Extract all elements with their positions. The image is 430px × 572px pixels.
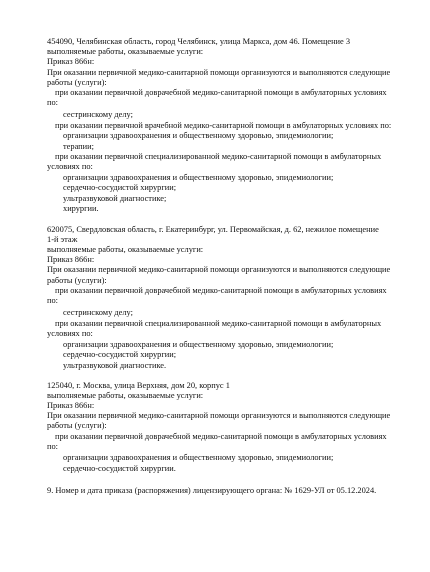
intro-text-cont: работы (услуги): (47, 421, 107, 430)
service-item: сердечно-сосудистой хирургии. (63, 464, 176, 473)
services-heading: выполняемые работы, оказываемые услуги: (47, 245, 204, 254)
care-category-cont: по: (47, 98, 58, 107)
address-line: 125040, г. Москва, улица Верхняя, дом 20, корпус 1 (47, 381, 230, 390)
care-category-cont: по: (47, 442, 58, 451)
care-category-cont: условиях по: (47, 329, 93, 338)
service-item: сестринскому делу; (63, 308, 133, 317)
service-item: организации здравоохранения и общественному здоровью, эпидемиологии; (63, 131, 334, 140)
address-line-cont: 1-й этаж (47, 235, 78, 244)
intro-text-cont: работы (услуги): (47, 276, 107, 285)
service-item: организации здравоохранения и общественному здоровью, эпидемиологии; (63, 173, 334, 182)
service-item: терапии; (63, 142, 94, 151)
care-category: при оказании первичной доврачебной медико-санитарной помощи в амбулаторных условиях (55, 286, 387, 295)
service-item: хирургии. (63, 204, 99, 213)
service-item: организации здравоохранения и общественному здоровью, эпидемиологии; (63, 453, 334, 462)
address-line: 454090, Челябинская область, город Челябинск, улица Маркса, дом 46. Помещение 3 (47, 37, 351, 46)
license-order-line: 9. Номер и дата приказа (распоряжения) лицензирующего органа: № 1629-УЛ от 05.12.2024. (47, 486, 377, 495)
order-reference: Приказ 866н: (47, 57, 95, 66)
service-item: ультразвуковой диагностике; (63, 194, 167, 203)
service-item: сердечно-сосудистой хирургии; (63, 350, 177, 359)
service-item: сестринскому делу; (63, 110, 133, 119)
address-line: 620075, Свердловская область, г. Екатеринбург, ул. Первомайская, д. 62, нежилое помещение (47, 225, 379, 234)
care-category-cont: условиях по: (47, 162, 93, 171)
service-item: организации здравоохранения и общественному здоровью, эпидемиологии; (63, 340, 334, 349)
service-item: сердечно-сосудистой хирургии; (63, 183, 177, 192)
care-category: при оказании первичной специализированной медико-санитарной помощи в амбулаторных (55, 152, 382, 161)
care-category: при оказании первичной доврачебной медико-санитарной помощи в амбулаторных условиях (55, 432, 387, 441)
services-heading: выполняемые работы, оказываемые услуги: (47, 47, 204, 56)
order-reference: Приказ 866н: (47, 255, 95, 264)
intro-text: При оказании первичной медико-санитарной помощи организуются и выполняются следующие (47, 265, 391, 274)
intro-text-cont: работы (услуги): (47, 78, 107, 87)
care-category: при оказании первичной специализированной медико-санитарной помощи в амбулаторных (55, 319, 382, 328)
care-category: при оказании первичной врачебной медико-санитарной помощи в амбулаторных условиях по: (55, 121, 392, 130)
services-heading: выполняемые работы, оказываемые услуги: (47, 391, 204, 400)
intro-text: При оказании первичной медико-санитарной помощи организуются и выполняются следующие (47, 411, 391, 420)
order-reference: Приказ 866н: (47, 401, 95, 410)
care-category: при оказании первичной доврачебной медико-санитарной помощи в амбулаторных условиях (55, 88, 387, 97)
intro-text: При оказании первичной медико-санитарной помощи организуются и выполняются следующие (47, 68, 391, 77)
care-category-cont: по: (47, 296, 58, 305)
service-item: ультразвуковой диагностике. (63, 361, 167, 370)
